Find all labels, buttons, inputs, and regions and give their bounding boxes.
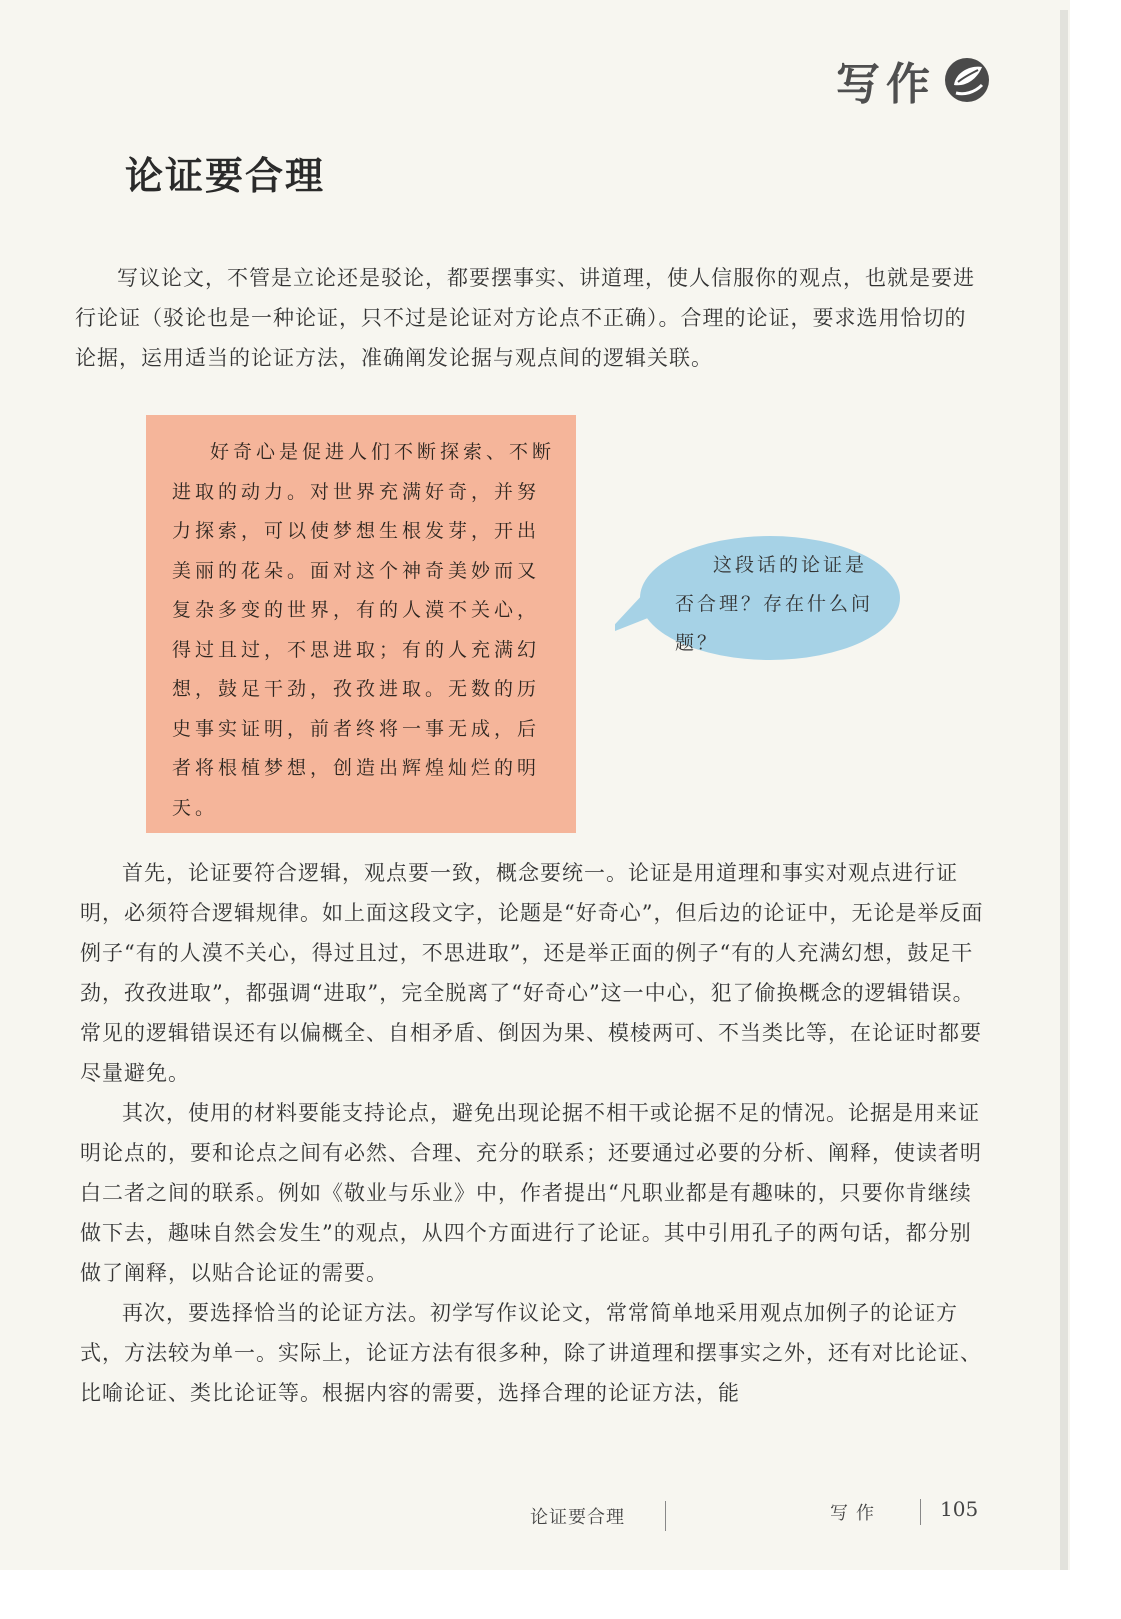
body-paragraph: 首先，论证要符合逻辑，观点要一致，概念要统一。论证是用道理和事实对观点进行证明，必须符合逻辑规律。如上面这段文字，论题是“好奇心”，但后边的论证中，无论是举反面例子“有的人漠不关心，得过且过，不思进取”，还是举正面的例子“有的人充满幻想，鼓足干劲，孜孜进取”，都强调“进取”，完全脱离了“好奇心”这一中心，犯了偷换概念的逻辑错误。常见的逻辑错误还有以偏概全、自相矛盾、倒因为果、模棱两可、不当类比等，在论证时都要尽量避免。 <box>80 861 984 1085</box>
example-passage-box <box>146 415 576 833</box>
footer-divider <box>665 1501 666 1531</box>
example-passage: 好奇心是促进人们不断探索、不断进取的动力。对世界充满好奇，并努力探索，可以使梦想生根发芽，开出美丽的花朵。面对这个神奇美妙而又复杂多变的世界，有的人漠不关心，得过且过，不思进取；有的人充满幻想，鼓足干劲，孜孜进取。无数的历史事实证明，前者终将一事无成，后者将根植梦想，创造出辉煌灿烂的明天。 <box>172 441 556 819</box>
footer-lesson-title: 论证要合理 <box>530 1507 625 1528</box>
body-paragraph: 其次，使用的材料要能支持论点，避免出现论据不相干或论据不足的情况。论据是用来证明论点的，要和论点之间有必然、合理、充分的联系；还要通过必要的分析、阐释，使读者明白二者之间的联系。例如《敬业与乐业》中，作者提出“凡职业都是有趣味的，只要你肯继续做下去，趣味自然会发生”的观点，从四个方面进行了论证。其中引用孔子的两句话，都分别做了阐释，以贴合论证的需要。 <box>80 1101 982 1285</box>
section-header <box>836 48 992 112</box>
body-paragraph: 再次，要选择恰当的论证方法。初学写作议论文，常常简单地采用观点加例子的论证方式，方法较为单一。实际上，论证方法有很多种，除了讲道理和摆事实之外，还有对比论证、比喻论证、类比论证等。根据内容的需要，选择合理的论证方法，能 <box>80 1301 982 1405</box>
page-edge <box>1060 10 1068 1570</box>
footer-divider <box>920 1499 921 1525</box>
bubble-question: 这段话的论证是否合理？存在什么问题？ <box>675 554 874 654</box>
pen-leaf-icon <box>942 55 992 105</box>
section-title: 写作 <box>836 59 936 110</box>
question-bubble <box>615 530 905 670</box>
lesson-title: 论证要合理 <box>125 154 326 198</box>
page-number: 105 <box>940 1497 979 1521</box>
page-footer <box>530 1495 990 1535</box>
footer-section-title: 写作 <box>830 1503 882 1524</box>
intro-paragraph: 写议论文，不管是立论还是驳论，都要摆事实、讲道理，使人信服你的观点，也就是要进行论证（驳论也是一种论证，只不过是论证对方论点不正确）。合理的论证，要求选用恰切的论据，运用适当的论证方法，准确阐发论据与观点间的逻辑关联。 <box>75 266 975 370</box>
